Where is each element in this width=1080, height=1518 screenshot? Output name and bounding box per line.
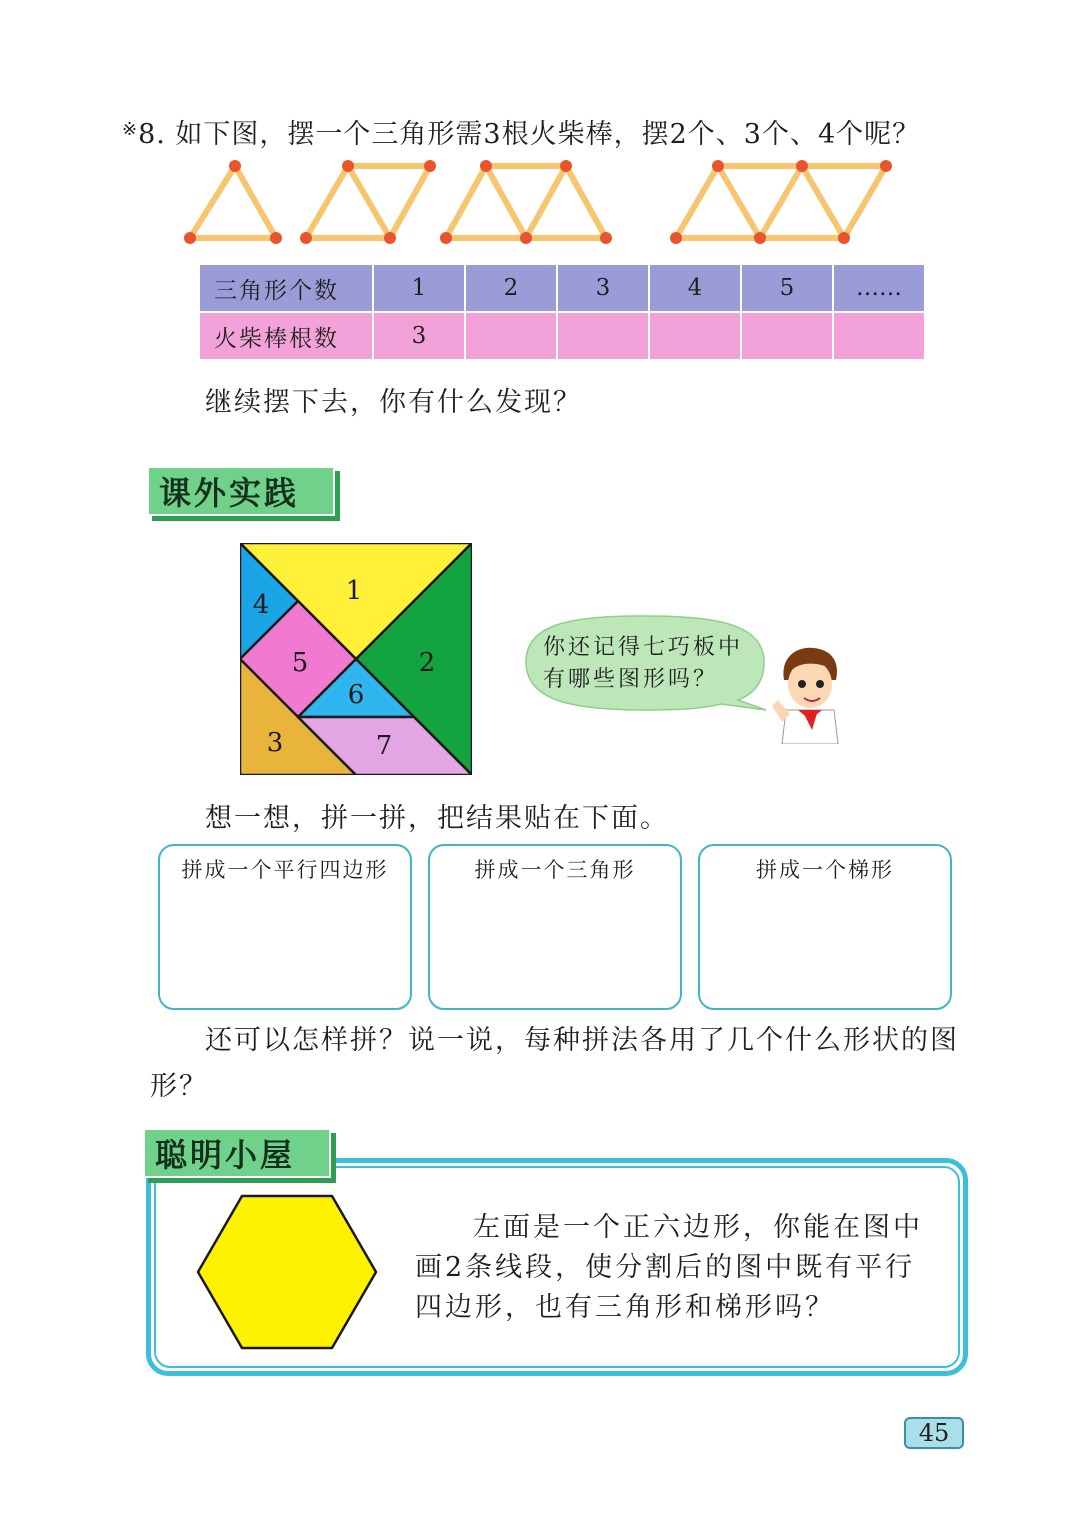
- tangram-label-4: 4: [252, 590, 270, 620]
- section-title-puzzle: 聪明小屋: [143, 1128, 331, 1178]
- continue-text: 继续摆下去，你有什么发现？: [205, 387, 582, 418]
- row-header-triangles: 三角形个数: [200, 265, 373, 312]
- table-cell: 3: [373, 312, 465, 360]
- regular-hexagon: [196, 1194, 378, 1350]
- tangram-label-5: 5: [291, 648, 309, 678]
- table-cell: 5: [741, 265, 833, 312]
- tangram-label-6: 6: [347, 680, 365, 710]
- tangram-label-7: 7: [375, 731, 393, 761]
- discussion-text: 还可以怎样拼？说一说，每种拼法各用了几个什么形状的图形？: [150, 1025, 959, 1102]
- question-8: [122, 112, 920, 151]
- matchstick-table: [200, 265, 926, 361]
- answer-box-triangle: [428, 844, 682, 1010]
- boy-character-illustration: [768, 644, 850, 744]
- section-title-practice: 课外实践: [147, 466, 335, 516]
- answer-box-parallelogram: [158, 844, 412, 1010]
- table-row: [200, 265, 925, 312]
- row-header-matchsticks: 火柴棒根数: [200, 312, 373, 360]
- table-cell: [741, 312, 833, 360]
- tangram-label-3: 3: [266, 728, 284, 758]
- table-row: [200, 312, 925, 360]
- think-instruction: 想一想，拼一拼，把结果贴在下面。: [205, 803, 669, 834]
- answer-box-label: 拼成一个梯形: [756, 858, 894, 882]
- table-cell: [649, 312, 741, 360]
- asterisk-mark: ※: [122, 119, 139, 140]
- match-heads: [184, 160, 892, 244]
- matchsticks: [190, 166, 886, 238]
- table-cell: [557, 312, 649, 360]
- table-cell: 3: [557, 265, 649, 312]
- table-cell: 4: [649, 265, 741, 312]
- question-text: 8. 如下图，摆一个三角形需3根火柴棒，摆2个、3个、4个呢？: [138, 119, 921, 150]
- table-cell: [833, 312, 925, 360]
- table-cell: ……: [833, 265, 925, 312]
- table-cell: 2: [465, 265, 557, 312]
- table-cell: 1: [373, 265, 465, 312]
- tangram-label-1: 1: [345, 576, 363, 606]
- tangram-figure: [240, 543, 472, 775]
- answer-box-label: 拼成一个平行四边形: [181, 858, 389, 882]
- table-cell: [465, 312, 557, 360]
- page-number: 45: [904, 1417, 964, 1449]
- answer-box-label: 拼成一个三角形: [474, 858, 636, 882]
- speech-bubble-text: 你还记得七巧板中有哪些图形吗？: [543, 635, 744, 692]
- tangram-label-2: 2: [418, 648, 436, 678]
- matchstick-illustration: [180, 152, 920, 252]
- answer-box-trapezoid: [698, 844, 952, 1010]
- puzzle-text: 左面是一个正六边形，你能在图中画2条线段，使分割后的图中既有平行四边形，也有三角形和梯形吗？: [415, 1212, 923, 1323]
